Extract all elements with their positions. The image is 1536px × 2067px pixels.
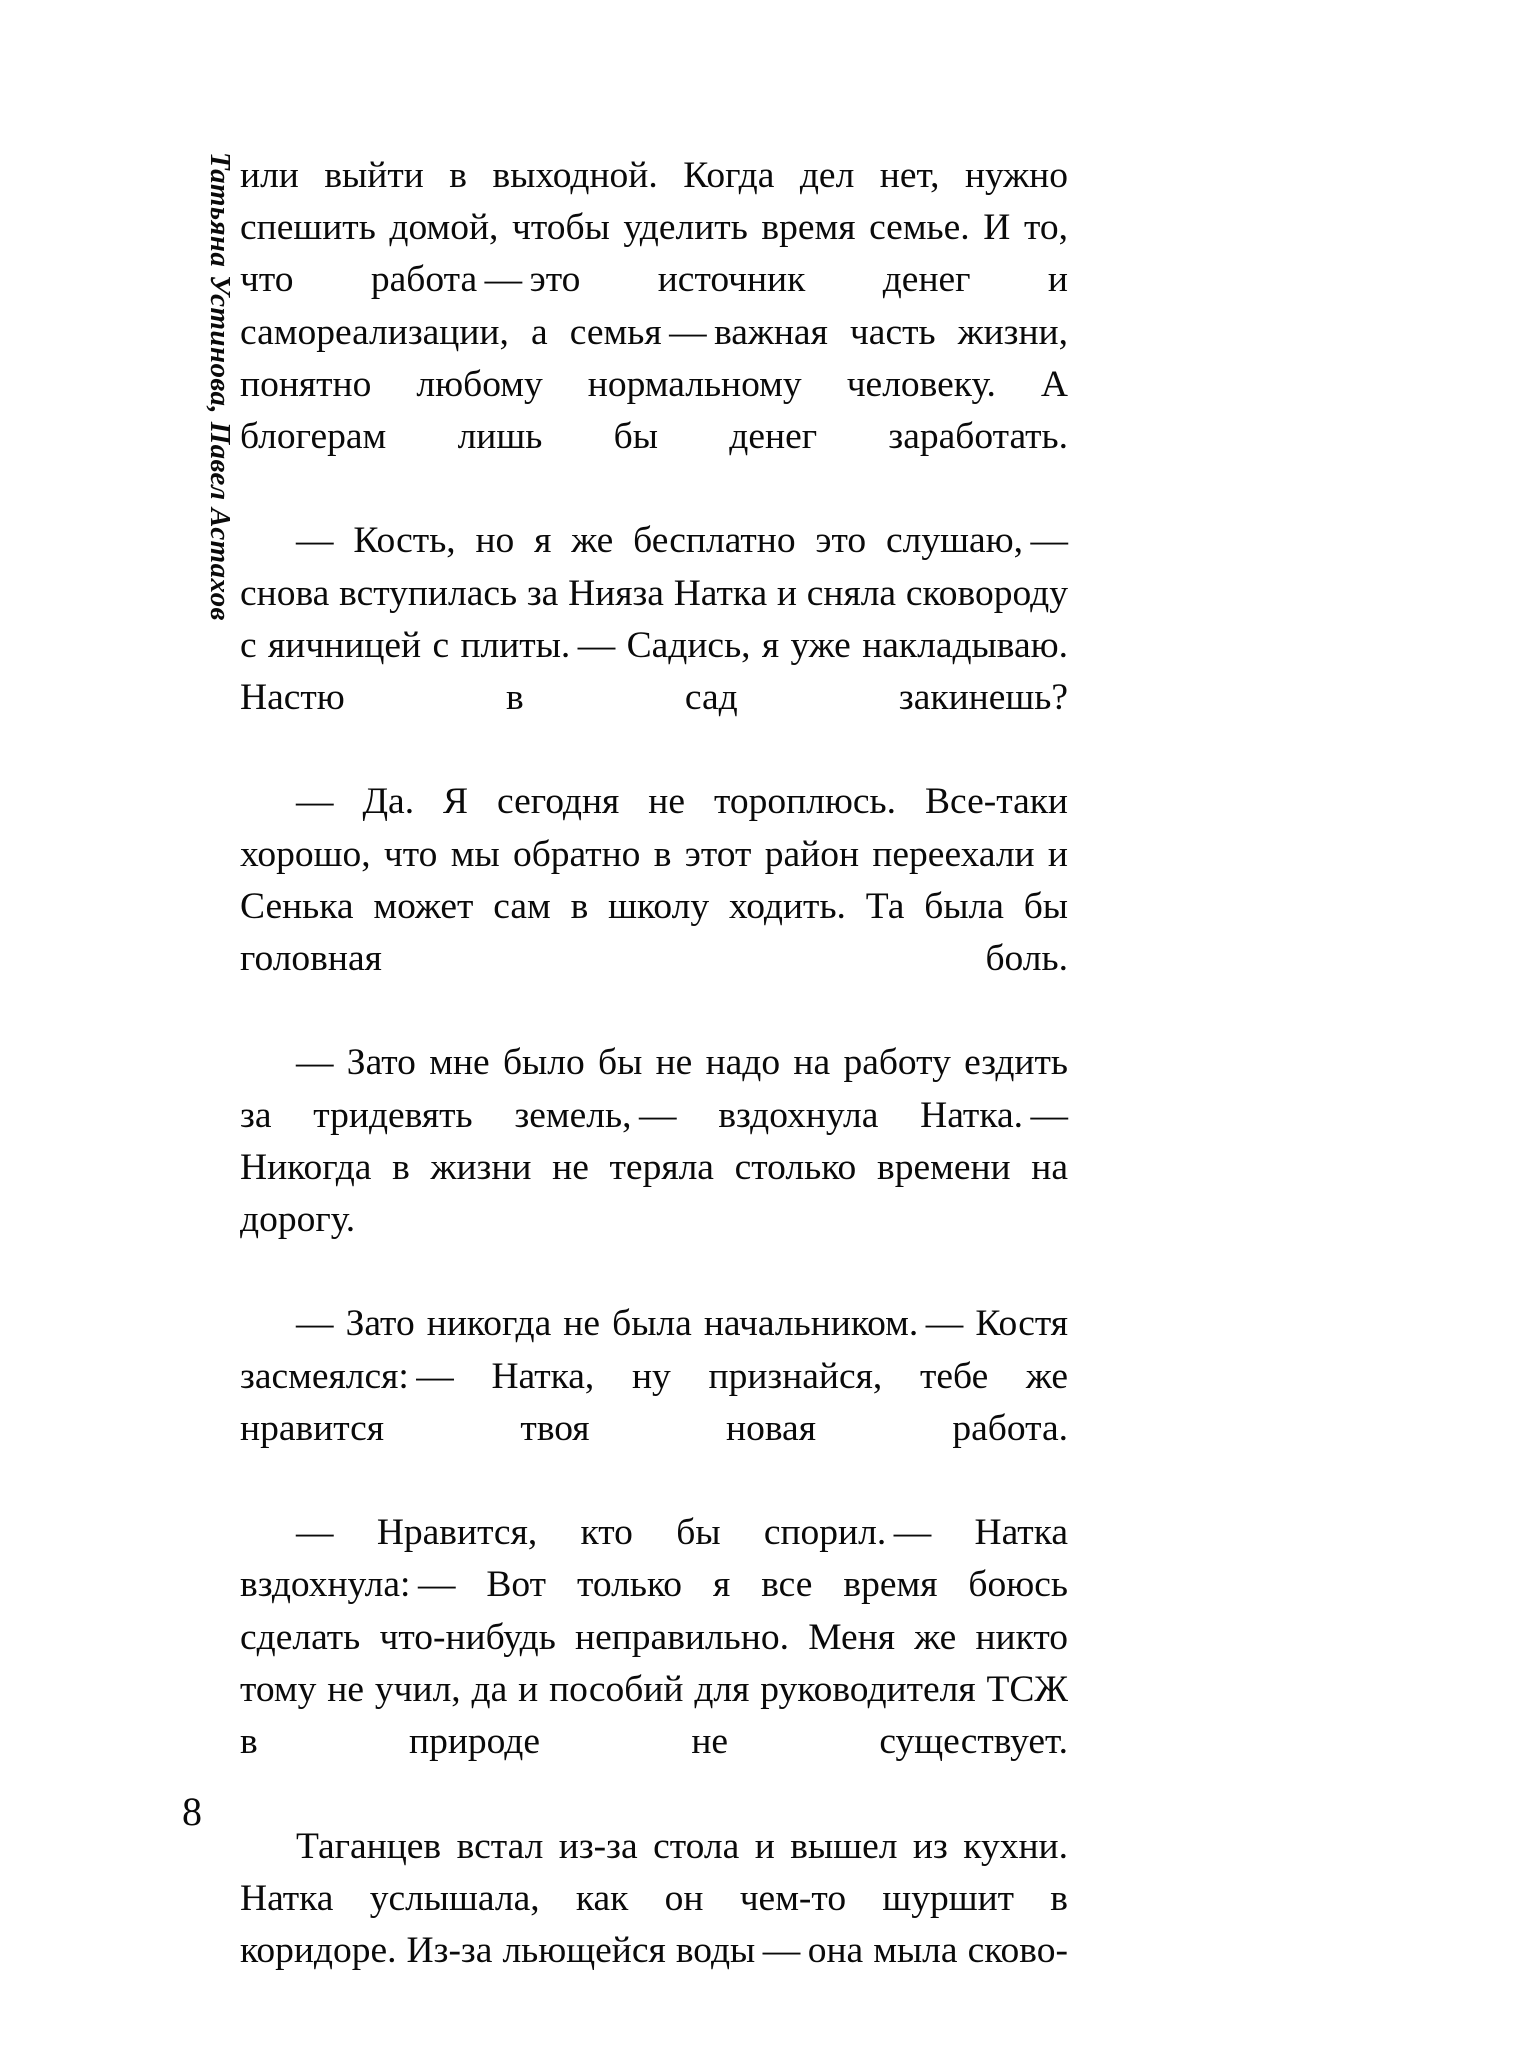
paragraph: — Нравится, кто бы спорил. — Натка вздохнула: — Вот только я все время боюсь сделать что-нибудь неправильно. Меня же никто тому не учил, да и пособий для руководителя ТСЖ в природе не существует. [240, 1512, 1068, 1763]
page-number: 8 [182, 1789, 202, 1834]
paragraph: Таганцев встал из-за стола и вышел из кухни. Натка услышала, как он чем-то шуршит в коридоре. Из-за льющейся воды — она мыла сково- [240, 1825, 1068, 1971]
paragraph: — Кость, но я же бесплатно это слушаю, — снова вступилась за Нияза Натка и сняла сковороду с яичницей с плиты. — Садись, я уже накладываю. Настю в сад закинешь? [240, 520, 1068, 719]
paragraph: — Да. Я сегодня не тороплюсь. Все-таки хорошо, что мы обратно в этот район переехали и Сенька может сам в школу ходить. Та была бы головная боль. [240, 781, 1068, 980]
body-text-column [240, 150, 1068, 2029]
paragraph: или выйти в выходной. Когда дел нет, нужно спешить домой, чтобы уделить время семье. И то, что работа — это источник денег и самореализации, а семья — важная часть жизни, понятно любому нормальному человеку. А блогерам лишь бы денег заработать. [240, 155, 1068, 458]
paragraph: — Зато мне было бы не надо на работу ездить за тридевять земель, — вздохнула Натка. — Никогда в жизни не теряла столько времени на дорогу. [240, 1042, 1068, 1241]
paragraph: — Зато никогда не была начальником. — Костя засмеялся: — Натка, ну признайся, тебе же нравится твоя новая работа. [240, 1303, 1068, 1449]
running-head-authors: Татьяна Устинова, Павел Астахов [204, 152, 236, 621]
